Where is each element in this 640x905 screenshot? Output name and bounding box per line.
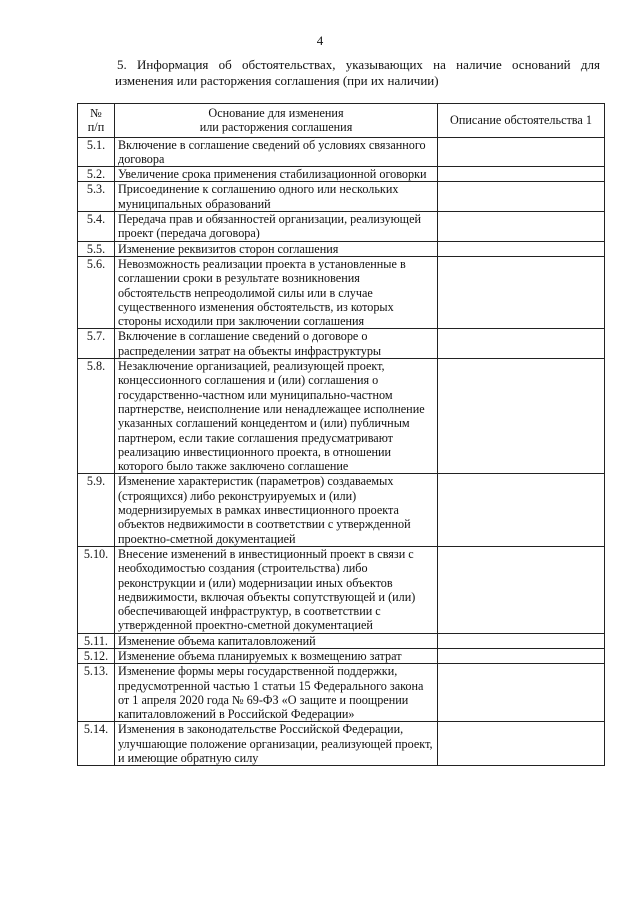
table-row xyxy=(78,256,605,328)
row-number: 5.1. xyxy=(78,137,115,167)
table-row xyxy=(78,241,605,256)
row-basis: Изменение реквизитов сторон соглашения xyxy=(115,241,438,256)
section-heading xyxy=(117,57,600,89)
row-description xyxy=(438,359,605,474)
row-description xyxy=(438,167,605,182)
table-row xyxy=(78,137,605,167)
table-row xyxy=(78,329,605,359)
table-row xyxy=(78,182,605,212)
row-description xyxy=(438,241,605,256)
circumstances-table xyxy=(77,103,605,766)
row-number: 5.2. xyxy=(78,167,115,182)
row-basis: Внесение изменений в инвестиционный проект в связи с необходимостью создания (строительства) либо реконструкции и (или) модернизации иных объектов недвижимости, включая объекты сопутствующей и (или) обеспечивающей инфраструктур, в соответствии с утвержденной проектно-сметной документацией xyxy=(115,546,438,633)
row-description xyxy=(438,633,605,648)
table-row xyxy=(78,633,605,648)
row-description xyxy=(438,474,605,546)
row-basis: Включение в соглашение сведений об условиях связанного договора xyxy=(115,137,438,167)
row-basis: Изменение объема капиталовложений xyxy=(115,633,438,648)
table-row xyxy=(78,546,605,633)
row-description xyxy=(438,722,605,766)
row-number: 5.14. xyxy=(78,722,115,766)
row-basis: Изменение объема планируемых к возмещению затрат xyxy=(115,648,438,663)
table-row xyxy=(78,664,605,722)
table-row xyxy=(78,212,605,242)
row-basis: Изменение характеристик (параметров) создаваемых (строящихся) либо реконструируемых и (или) модернизируемых в рамках инвестиционного проекта объектов недвижимости в соответствии с утвержденной проектно-сметной документацией xyxy=(115,474,438,546)
header-description: Описание обстоятельства 1 xyxy=(438,104,605,138)
table-row xyxy=(78,648,605,663)
table-header-row xyxy=(78,104,605,138)
table-row xyxy=(78,722,605,766)
row-number: 5.8. xyxy=(78,359,115,474)
row-basis: Невозможность реализации проекта в установленные в соглашении сроки в результате возникновения обстоятельств непреодолимой силы или в случае существенного изменения обстоятельств, из которых стороны исходили при заключении соглашения xyxy=(115,256,438,328)
row-description xyxy=(438,137,605,167)
row-basis: Изменение формы меры государственной поддержки, предусмотренной частью 1 статьи 15 Федерального закона от 1 апреля 2020 года № 69-ФЗ «О защите и поощрении капиталовложений в Российской Федерации» xyxy=(115,664,438,722)
row-number: 5.11. xyxy=(78,633,115,648)
table-row xyxy=(78,359,605,474)
page-number: 4 xyxy=(316,33,324,48)
row-description xyxy=(438,256,605,328)
row-number: 5.6. xyxy=(78,256,115,328)
row-number: 5.13. xyxy=(78,664,115,722)
row-number: 5.12. xyxy=(78,648,115,663)
row-number: 5.9. xyxy=(78,474,115,546)
table-row xyxy=(78,474,605,546)
row-description xyxy=(438,546,605,633)
row-description xyxy=(438,182,605,212)
row-description xyxy=(438,329,605,359)
row-basis: Изменения в законодательстве Российской Федерации, улучшающие положение организации, реализующей проект, и имеющие обратную силу xyxy=(115,722,438,766)
row-number: 5.4. xyxy=(78,212,115,242)
row-basis: Включение в соглашение сведений о договоре о распределении затрат на объекты инфраструктуры xyxy=(115,329,438,359)
header-num: № п/п xyxy=(78,104,115,138)
row-basis: Незаключение организацией, реализующей проект, концессионного соглашения и (или) соглашения о государственно-частном или муниципально-частном партнерстве, неисполнение или ненадлежащее исполнение указанных соглашений концедентом и (или) публичным партнером, если такие соглашения предусматривают реализацию инвестиционного проекта, в отношении которого было также заключено соглашение xyxy=(115,359,438,474)
row-description xyxy=(438,648,605,663)
header-basis: Основание для изменения или расторжения соглашения xyxy=(115,104,438,138)
row-description xyxy=(438,664,605,722)
row-basis: Передача прав и обязанностей организации, реализующей проект (передача договора) xyxy=(115,212,438,242)
row-number: 5.5. xyxy=(78,241,115,256)
row-basis: Присоединение к соглашению одного или нескольких муниципальных образований xyxy=(115,182,438,212)
row-number: 5.7. xyxy=(78,329,115,359)
table-row xyxy=(78,167,605,182)
row-description xyxy=(438,212,605,242)
row-basis: Увеличение срока применения стабилизационной оговорки xyxy=(115,167,438,182)
section-heading-line-1: 5. Информация об обстоятельствах, указывающих на наличие оснований для xyxy=(117,57,600,72)
row-number: 5.10. xyxy=(78,546,115,633)
section-heading-line-2: изменения или расторжения соглашения (при их наличии) xyxy=(115,73,439,88)
row-number: 5.3. xyxy=(78,182,115,212)
